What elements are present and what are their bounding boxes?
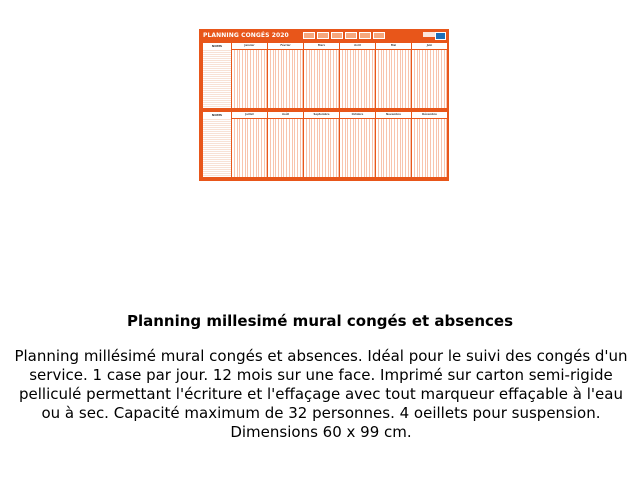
month-column <box>304 112 340 177</box>
legend-chip <box>373 32 385 39</box>
month-column <box>232 112 268 177</box>
month-label: Décembre <box>412 112 447 119</box>
months-row <box>232 43 447 108</box>
product-image[interactable] <box>199 29 449 181</box>
month-label: Novembre <box>376 112 411 119</box>
brand-logo <box>423 32 435 37</box>
month-column <box>268 43 304 108</box>
month-column <box>376 43 412 108</box>
planner-header <box>199 29 449 41</box>
month-label: Juin <box>412 43 447 50</box>
names-column <box>203 112 232 177</box>
month-column <box>232 43 268 108</box>
month-label: Juillet <box>232 112 267 119</box>
legend-chip <box>317 32 329 39</box>
month-label: Janvier <box>232 43 267 50</box>
month-column <box>412 112 447 177</box>
months-row <box>232 112 447 177</box>
legend-chip <box>331 32 343 39</box>
month-label: Septembre <box>304 112 339 119</box>
planner-grid-bottom <box>202 111 448 178</box>
names-header: NOMS <box>203 112 231 118</box>
month-label: Août <box>268 112 303 119</box>
month-column <box>340 43 376 108</box>
legend-chip <box>345 32 357 39</box>
month-label: Mars <box>304 43 339 50</box>
month-column <box>304 43 340 108</box>
legend-chip <box>303 32 315 39</box>
month-label: Octobre <box>340 112 375 119</box>
product-description: Planning millésimé mural congés et absences. Idéal pour le suivi des congés d'un service. 1 case par jour. 12 mois sur une face. Imprimé sur carton semi-rigide pelliculé permettant l'écriture et l'effaçage avec tout marqueur effaçable à l'eau ou à sec. Capacité maximum de 32 personnes. 4 oeillets pour suspension. Dimensions 60 x 99 cm. <box>14 347 628 441</box>
month-column <box>376 112 412 177</box>
legend-chip <box>359 32 371 39</box>
month-label: Mai <box>376 43 411 50</box>
planner-legend <box>303 32 385 39</box>
product-title: Planning millesimé mural congés et absences <box>126 312 514 330</box>
month-label: Avril <box>340 43 375 50</box>
planner-title: PLANNING CONGÉS 2020 <box>203 31 289 39</box>
planner-grid-top <box>202 42 448 109</box>
names-header: NOMS <box>203 43 231 49</box>
month-column <box>268 112 304 177</box>
names-column <box>203 43 232 108</box>
month-label: Février <box>268 43 303 50</box>
month-column <box>412 43 447 108</box>
brand-badge-icon <box>435 32 446 40</box>
month-column <box>340 112 376 177</box>
